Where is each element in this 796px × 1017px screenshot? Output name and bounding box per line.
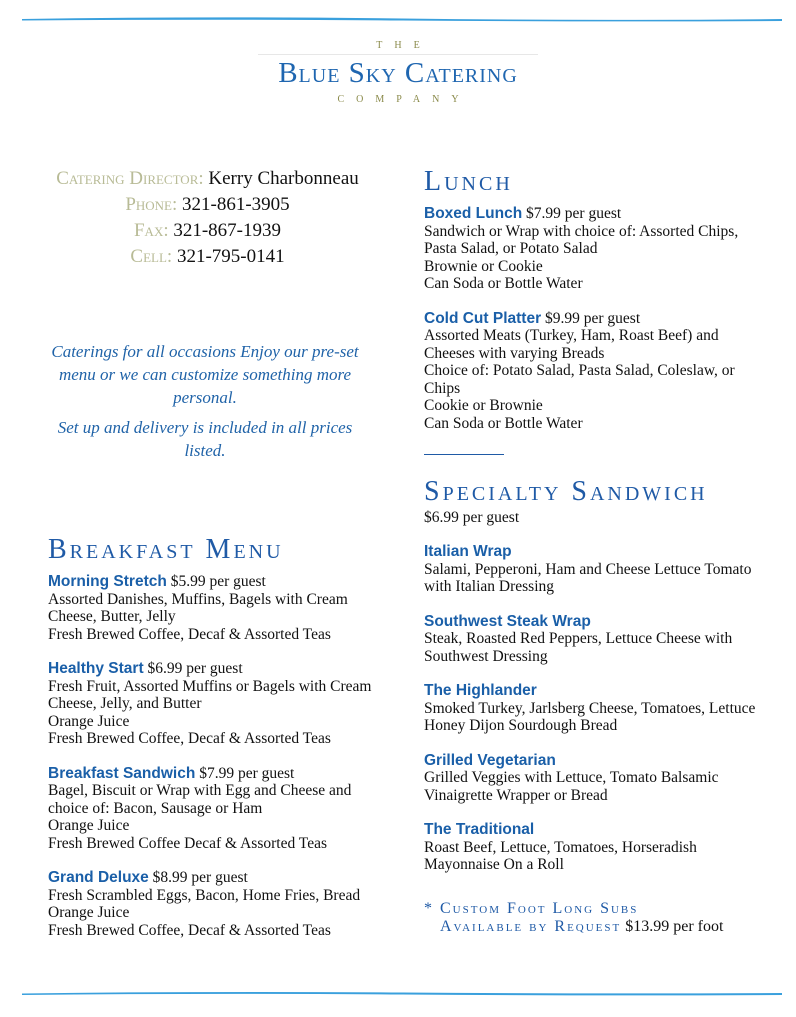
contact-phone <box>20 192 395 218</box>
contact-label: Fax: <box>133 220 169 241</box>
menu-item-description: Roast Beef, Lettuce, Tomatoes, Horseradish Mayonnaise On a Roll <box>424 838 697 873</box>
breakfast-title: Breakfast Menu <box>48 534 284 565</box>
menu-item-description: Sandwich or Wrap with choice of: Assorted Chips, Pasta Salad, or Potato Salad <box>424 222 739 257</box>
menu-item-header <box>424 543 769 561</box>
menu-item-description: Orange Juice <box>48 712 130 730</box>
menu-item-header <box>424 613 769 631</box>
menu-item <box>48 660 378 748</box>
menu-item-description: Orange Juice <box>48 904 130 921</box>
contact-value: Kerry Charbonneau <box>208 168 359 189</box>
menu-item-description: Choice of: Potato Salad, Pasta Salad, Coleslaw, or Chips <box>424 362 735 397</box>
contact-cell <box>20 244 395 270</box>
menu-item-header <box>48 573 378 591</box>
specialty-items <box>424 543 769 874</box>
menu-item <box>424 752 769 805</box>
menu-item-description: Fresh Brewed Coffee, Decaf & Assorted Teas <box>48 921 331 939</box>
menu-item-name: The Highlander <box>424 682 537 699</box>
brand-logo <box>0 40 796 105</box>
menu-item-description: Can Soda or Bottle Water <box>424 414 583 432</box>
menu-item-description: Cookie or Brownie <box>424 397 543 414</box>
lunch-title: Lunch <box>424 166 513 197</box>
logo-name: Blue Sky Catering <box>278 57 518 89</box>
menu-item-price: $7.99 per guest <box>526 205 622 222</box>
contact-value: 321-795-0141 <box>176 246 285 267</box>
menu-item-header <box>424 821 769 839</box>
contact-info <box>20 166 395 270</box>
menu-item-header <box>48 660 378 678</box>
menu-item <box>424 310 769 433</box>
menu-item-name: Morning Stretch <box>48 573 167 590</box>
menu-item-header <box>424 682 769 700</box>
menu-item-name: Grilled Vegetarian <box>424 751 556 769</box>
menu-item <box>424 205 769 293</box>
menu-item <box>424 543 769 596</box>
menu-item-name: The Traditional <box>424 821 535 838</box>
menu-item-description: Fresh Brewed Coffee, Decaf & Assorted Teas <box>48 625 331 643</box>
top-brush-stroke <box>22 16 782 22</box>
contact-director <box>20 166 395 192</box>
menu-item-name: Breakfast Sandwich <box>48 764 196 782</box>
specialty-price: $6.99 per guest <box>424 509 520 526</box>
menu-item-name: Italian Wrap <box>424 543 512 560</box>
footnote-request: Available by Request <box>440 917 622 935</box>
menu-item-price: $9.99 per guest <box>545 309 641 327</box>
menu-item-header <box>424 205 769 223</box>
menu-item <box>424 821 769 874</box>
contact-value: 321-867-1939 <box>173 220 282 241</box>
menu-item-description: Assorted Meats (Turkey, Ham, Roast Beef) and Cheeses with varying Breads <box>424 327 719 362</box>
logo-company: COMPANY <box>337 94 471 105</box>
menu-item-name: Boxed Lunch <box>424 205 523 222</box>
menu-item-description: Bagel, Biscuit or Wrap with Egg and Cheese and choice of: Bacon, Sausage or Ham <box>48 782 352 817</box>
menu-item-header <box>48 765 378 783</box>
footnote-line-1: * Custom Foot Long Subs <box>424 899 639 917</box>
menu-item-description: Fresh Brewed Coffee, Decaf & Assorted Teas <box>48 730 331 747</box>
menu-item-description: Salami, Pepperoni, Ham and Cheese Lettuce Tomato with Italian Dressing <box>424 560 752 595</box>
menu-item-name: Grand Deluxe <box>48 869 149 886</box>
contact-value: 321-861-3905 <box>182 194 290 215</box>
contact-label: Catering Director: <box>56 168 204 189</box>
menu-item <box>48 573 378 643</box>
lunch-items <box>424 205 769 432</box>
section-divider <box>424 454 504 455</box>
menu-item-description: Fresh Scrambled Eggs, Bacon, Home Fries, Bread <box>48 886 361 904</box>
bottom-brush-stroke <box>22 990 782 996</box>
menu-item-name: Southwest Steak Wrap <box>424 612 591 630</box>
menu-item-header <box>424 752 769 770</box>
specialty-title: Specialty Sandwich <box>424 476 708 507</box>
menu-item <box>48 869 378 939</box>
menu-item-price: $5.99 per guest <box>170 573 266 590</box>
contact-label: Phone: <box>125 194 178 215</box>
lunch-section <box>424 165 769 432</box>
intro-blurb <box>40 340 370 469</box>
menu-item-description: Fresh Brewed Coffee Decaf & Assorted Teas <box>48 834 327 852</box>
menu-item-description: Orange Juice <box>48 817 130 834</box>
menu-item-name: Healthy Start <box>48 660 144 677</box>
menu-item-price: $7.99 per guest <box>199 764 295 782</box>
right-column <box>424 165 769 936</box>
menu-item <box>48 765 378 853</box>
menu-item-header <box>48 869 378 887</box>
blurb-line-2: Set up and delivery is included in all prices listed. <box>57 418 353 460</box>
footnote-price: $13.99 per foot <box>625 917 724 935</box>
footnote-line-2 <box>424 918 769 936</box>
breakfast-items <box>48 573 378 939</box>
menu-item-description: Can Soda or Bottle Water <box>424 275 583 292</box>
menu-item-description: Grilled Veggies with Lettuce, Tomato Balsamic Vinaigrette Wrapper or Bread <box>424 769 719 804</box>
menu-item-description: Steak, Roasted Red Peppers, Lettuce Cheese with Southwest Dressing <box>424 630 733 665</box>
specialty-section <box>424 475 769 936</box>
custom-subs-note <box>424 900 769 936</box>
menu-item-description: Smoked Turkey, Jarlsberg Cheese, Tomatoes, Lettuce Honey Dijon Sourdough Bread <box>424 699 756 734</box>
blurb-line-1: Caterings for all occasions Enjoy our pre-set menu or we can customize something more personal. <box>51 342 359 407</box>
contact-label: Cell: <box>130 246 173 267</box>
logo-the: THE <box>376 40 432 51</box>
breakfast-section <box>48 533 378 956</box>
menu-item-description: Fresh Fruit, Assorted Muffins or Bagels with Cream Cheese, Jelly, and Butter <box>48 677 372 712</box>
menu-item-price: $8.99 per guest <box>152 869 248 886</box>
menu-item-description: Brownie or Cookie <box>424 257 543 275</box>
menu-item-name: Cold Cut Platter <box>424 309 542 327</box>
contact-fax <box>20 218 395 244</box>
menu-item <box>424 613 769 666</box>
menu-item-price: $6.99 per guest <box>147 660 243 677</box>
logo-rule-top <box>258 54 538 55</box>
menu-item-header <box>424 310 769 328</box>
menu-item <box>424 682 769 735</box>
menu-item-description: Assorted Danishes, Muffins, Bagels with Cream Cheese, Butter, Jelly <box>48 590 348 625</box>
